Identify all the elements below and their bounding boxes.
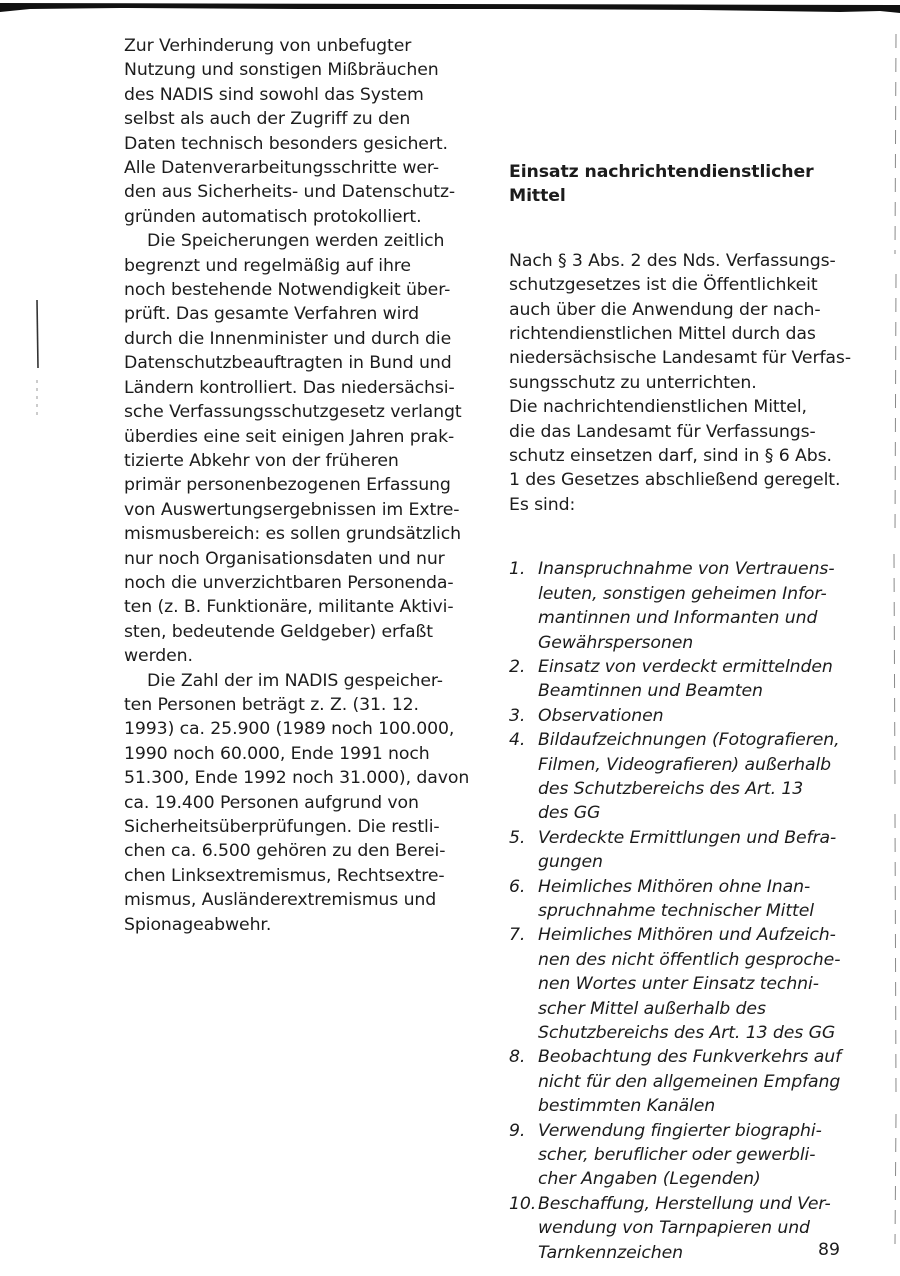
- list-item: [509, 875, 854, 924]
- text-line: schutz einsetzen darf, sind in § 6 Abs.: [509, 446, 832, 467]
- text-line: Bildaufzeichnungen (Fotografieren,: [538, 730, 840, 751]
- text-line: Alle Datenverarbeitungsschritte wer-: [124, 158, 439, 179]
- text-line: des Schutzbereichs des Art. 13: [538, 778, 804, 799]
- text-line: primär personenbezogenen Erfassung: [124, 475, 451, 496]
- text-line: ca. 19.400 Personen aufgrund von: [124, 792, 419, 813]
- text-line: Heimliches Mithören ohne Inan-: [538, 876, 811, 897]
- text-line: Die Speicherungen werden zeitlich: [147, 231, 445, 252]
- text-line: Nutzung und sonstigen Mißbräuchen: [124, 60, 439, 81]
- text-line: tizierte Abkehr von der früheren: [124, 450, 399, 471]
- text-line: Datenschutzbeauftragten in Bund und: [124, 353, 452, 374]
- intro-paragraph: [509, 249, 854, 517]
- text-line: Heimliches Mithören und Aufzeich-: [538, 925, 836, 946]
- right-column: [509, 160, 854, 1265]
- text-line: sche Verfassungsschutzgesetz verlangt: [124, 402, 462, 423]
- text-line: auch über die Anwendung der nach-: [509, 299, 821, 320]
- text-line: chen Linksextremismus, Rechtsextre-: [124, 865, 445, 886]
- text-line: Observationen: [538, 705, 664, 726]
- text-line: des GG: [538, 803, 601, 824]
- text-line: cher Angaben (Legenden): [538, 1169, 761, 1190]
- list-item: [509, 728, 854, 826]
- text-line: Beobachtung des Funkverkehrs auf: [538, 1047, 842, 1068]
- text-line: den aus Sicherheits- und Datenschutz-: [124, 182, 456, 203]
- text-line: Verwendung fingierter biographi-: [538, 1120, 822, 1141]
- list-item-number: 3.: [509, 705, 526, 726]
- text-line: Nach § 3 Abs. 2 des Nds. Verfassungs-: [509, 250, 836, 271]
- text-line: mismusbereich: es sollen grundsätzlich: [124, 524, 461, 545]
- text-line: Es sind:: [509, 494, 576, 515]
- text-line: nen des nicht öffentlich gesproche-: [538, 949, 841, 970]
- list-item: [509, 923, 854, 1045]
- text-line: nur noch Organisationsdaten und nur: [124, 548, 445, 569]
- measures-list: [509, 557, 854, 1265]
- text-line: mismus, Ausländerextremismus und: [124, 890, 437, 911]
- list-item-number: 2.: [509, 656, 526, 677]
- text-line: noch bestehende Notwendigkeit über-: [124, 280, 451, 301]
- text-line: richtendienstlichen Mittel durch das: [509, 324, 816, 345]
- page-number: 89: [818, 1240, 840, 1260]
- text-line: 1993) ca. 25.900 (1989 noch 100.000,: [124, 719, 455, 740]
- text-line: Tarnkennzeichen: [538, 1242, 683, 1263]
- text-line: überdies eine seit einigen Jahren prak-: [124, 426, 455, 447]
- list-item: [509, 704, 854, 728]
- text-line: 51.300, Ende 1992 noch 31.000), davon: [124, 768, 470, 789]
- list-item-number: 7.: [509, 925, 526, 946]
- text-line: Beamtinnen und Beamten: [538, 681, 763, 702]
- text-line: prüft. Das gesamte Verfahren wird: [124, 304, 419, 325]
- text-line: Zur Verhinderung von unbefugter: [124, 36, 412, 56]
- text-line: von Auswertungsergebnissen im Extre-: [124, 499, 460, 520]
- text-line: bestimmten Kanälen: [538, 1096, 716, 1117]
- list-item: [509, 1045, 854, 1118]
- text-line: Die Zahl der im NADIS gespeicher-: [147, 670, 443, 691]
- text-line: noch die unverzichtbaren Personenda-: [124, 572, 454, 593]
- text-line: nen Wortes unter Einsatz techni-: [538, 974, 819, 995]
- text-line: 1 des Gesetzes abschließend geregelt.: [509, 470, 841, 491]
- list-item-number: 5.: [509, 827, 526, 848]
- text-line: Daten technisch besonders gesichert.: [124, 133, 448, 154]
- scan-left-mark: [30, 290, 44, 430]
- paragraph: [124, 34, 472, 229]
- list-item-number: 6.: [509, 876, 526, 897]
- text-line: sungsschutz zu unterrichten.: [509, 372, 757, 393]
- text-line: durch die Innenminister und durch die: [124, 328, 452, 349]
- text-line: begrenzt und regelmäßig auf ihre: [124, 255, 411, 276]
- list-item-number: 9.: [509, 1120, 526, 1141]
- text-line: gungen: [538, 852, 603, 873]
- text-line: ten Personen beträgt z. Z. (31. 12.: [124, 694, 419, 715]
- text-line: Schutzbereichs des Art. 13 des GG: [538, 1023, 836, 1043]
- left-column: [124, 34, 472, 937]
- text-line: Einsatz von verdeckt ermittelnden: [538, 656, 833, 677]
- text-line: des NADIS sind sowohl das System: [124, 84, 424, 105]
- text-line: Die nachrichtendienstlichen Mittel,: [509, 397, 807, 418]
- text-line: nicht für den allgemeinen Empfang: [538, 1071, 841, 1092]
- text-line: scher Mittel außerhalb des: [538, 998, 766, 1019]
- text-line: Inanspruchnahme von Vertrauens-: [538, 559, 835, 580]
- list-item: [509, 557, 854, 655]
- list-item-number: 8.: [509, 1047, 526, 1068]
- text-line: Beschaffung, Herstellung und Ver-: [538, 1193, 831, 1214]
- text-line: niedersächsische Landesamt für Verfas-: [509, 348, 851, 369]
- text-line: Filmen, Videografieren) außerhalb: [538, 754, 832, 775]
- text-line: ten (z. B. Funktionäre, militante Aktivi-: [124, 597, 454, 618]
- text-line: schutzgesetzes ist die Öffentlichkeit: [509, 275, 818, 296]
- list-item: [509, 826, 854, 875]
- text-line: werden.: [124, 646, 193, 667]
- paragraph: [124, 229, 472, 668]
- text-line: selbst als auch der Zugriff zu den: [124, 109, 411, 130]
- list-item-number: 4.: [509, 730, 526, 751]
- text-line: leuten, sonstigen geheimen Infor-: [538, 583, 827, 604]
- section-heading: [509, 160, 854, 209]
- text-line: mantinnen und Informanten und: [538, 608, 818, 629]
- text-line: Mittel: [509, 186, 566, 207]
- paragraph: [124, 669, 472, 937]
- scan-right-edge: [876, 14, 900, 1276]
- text-line: Spionageabwehr.: [124, 914, 272, 935]
- text-line: wendung von Tarnpapieren und: [538, 1218, 810, 1239]
- list-item: [509, 1192, 854, 1265]
- text-line: 1990 noch 60.000, Ende 1991 noch: [124, 743, 430, 764]
- list-item-number: 1.: [509, 559, 526, 580]
- list-item: [509, 1119, 854, 1192]
- text-line: scher, beruflicher oder gewerbli-: [538, 1145, 816, 1166]
- list-item: [509, 655, 854, 704]
- text-line: die das Landesamt für Verfassungs-: [509, 421, 816, 442]
- text-line: Verdeckte Ermittlungen und Befra-: [538, 827, 837, 848]
- text-line: spruchnahme technischer Mittel: [538, 900, 814, 921]
- text-line: Ländern kontrolliert. Das niedersächsi-: [124, 377, 455, 398]
- text-line: Einsatz nachrichtendienstlicher: [509, 162, 814, 182]
- scan-top-edge: [0, 0, 900, 14]
- text-line: gründen automatisch protokolliert.: [124, 206, 422, 227]
- text-line: Gewährspersonen: [538, 632, 694, 653]
- list-item-number: 10.: [509, 1193, 537, 1214]
- text-line: sten, bedeutende Geldgeber) erfaßt: [124, 621, 433, 642]
- text-line: Sicherheitsüberprüfungen. Die restli-: [124, 817, 440, 837]
- text-line: chen ca. 6.500 gehören zu den Berei-: [124, 841, 446, 862]
